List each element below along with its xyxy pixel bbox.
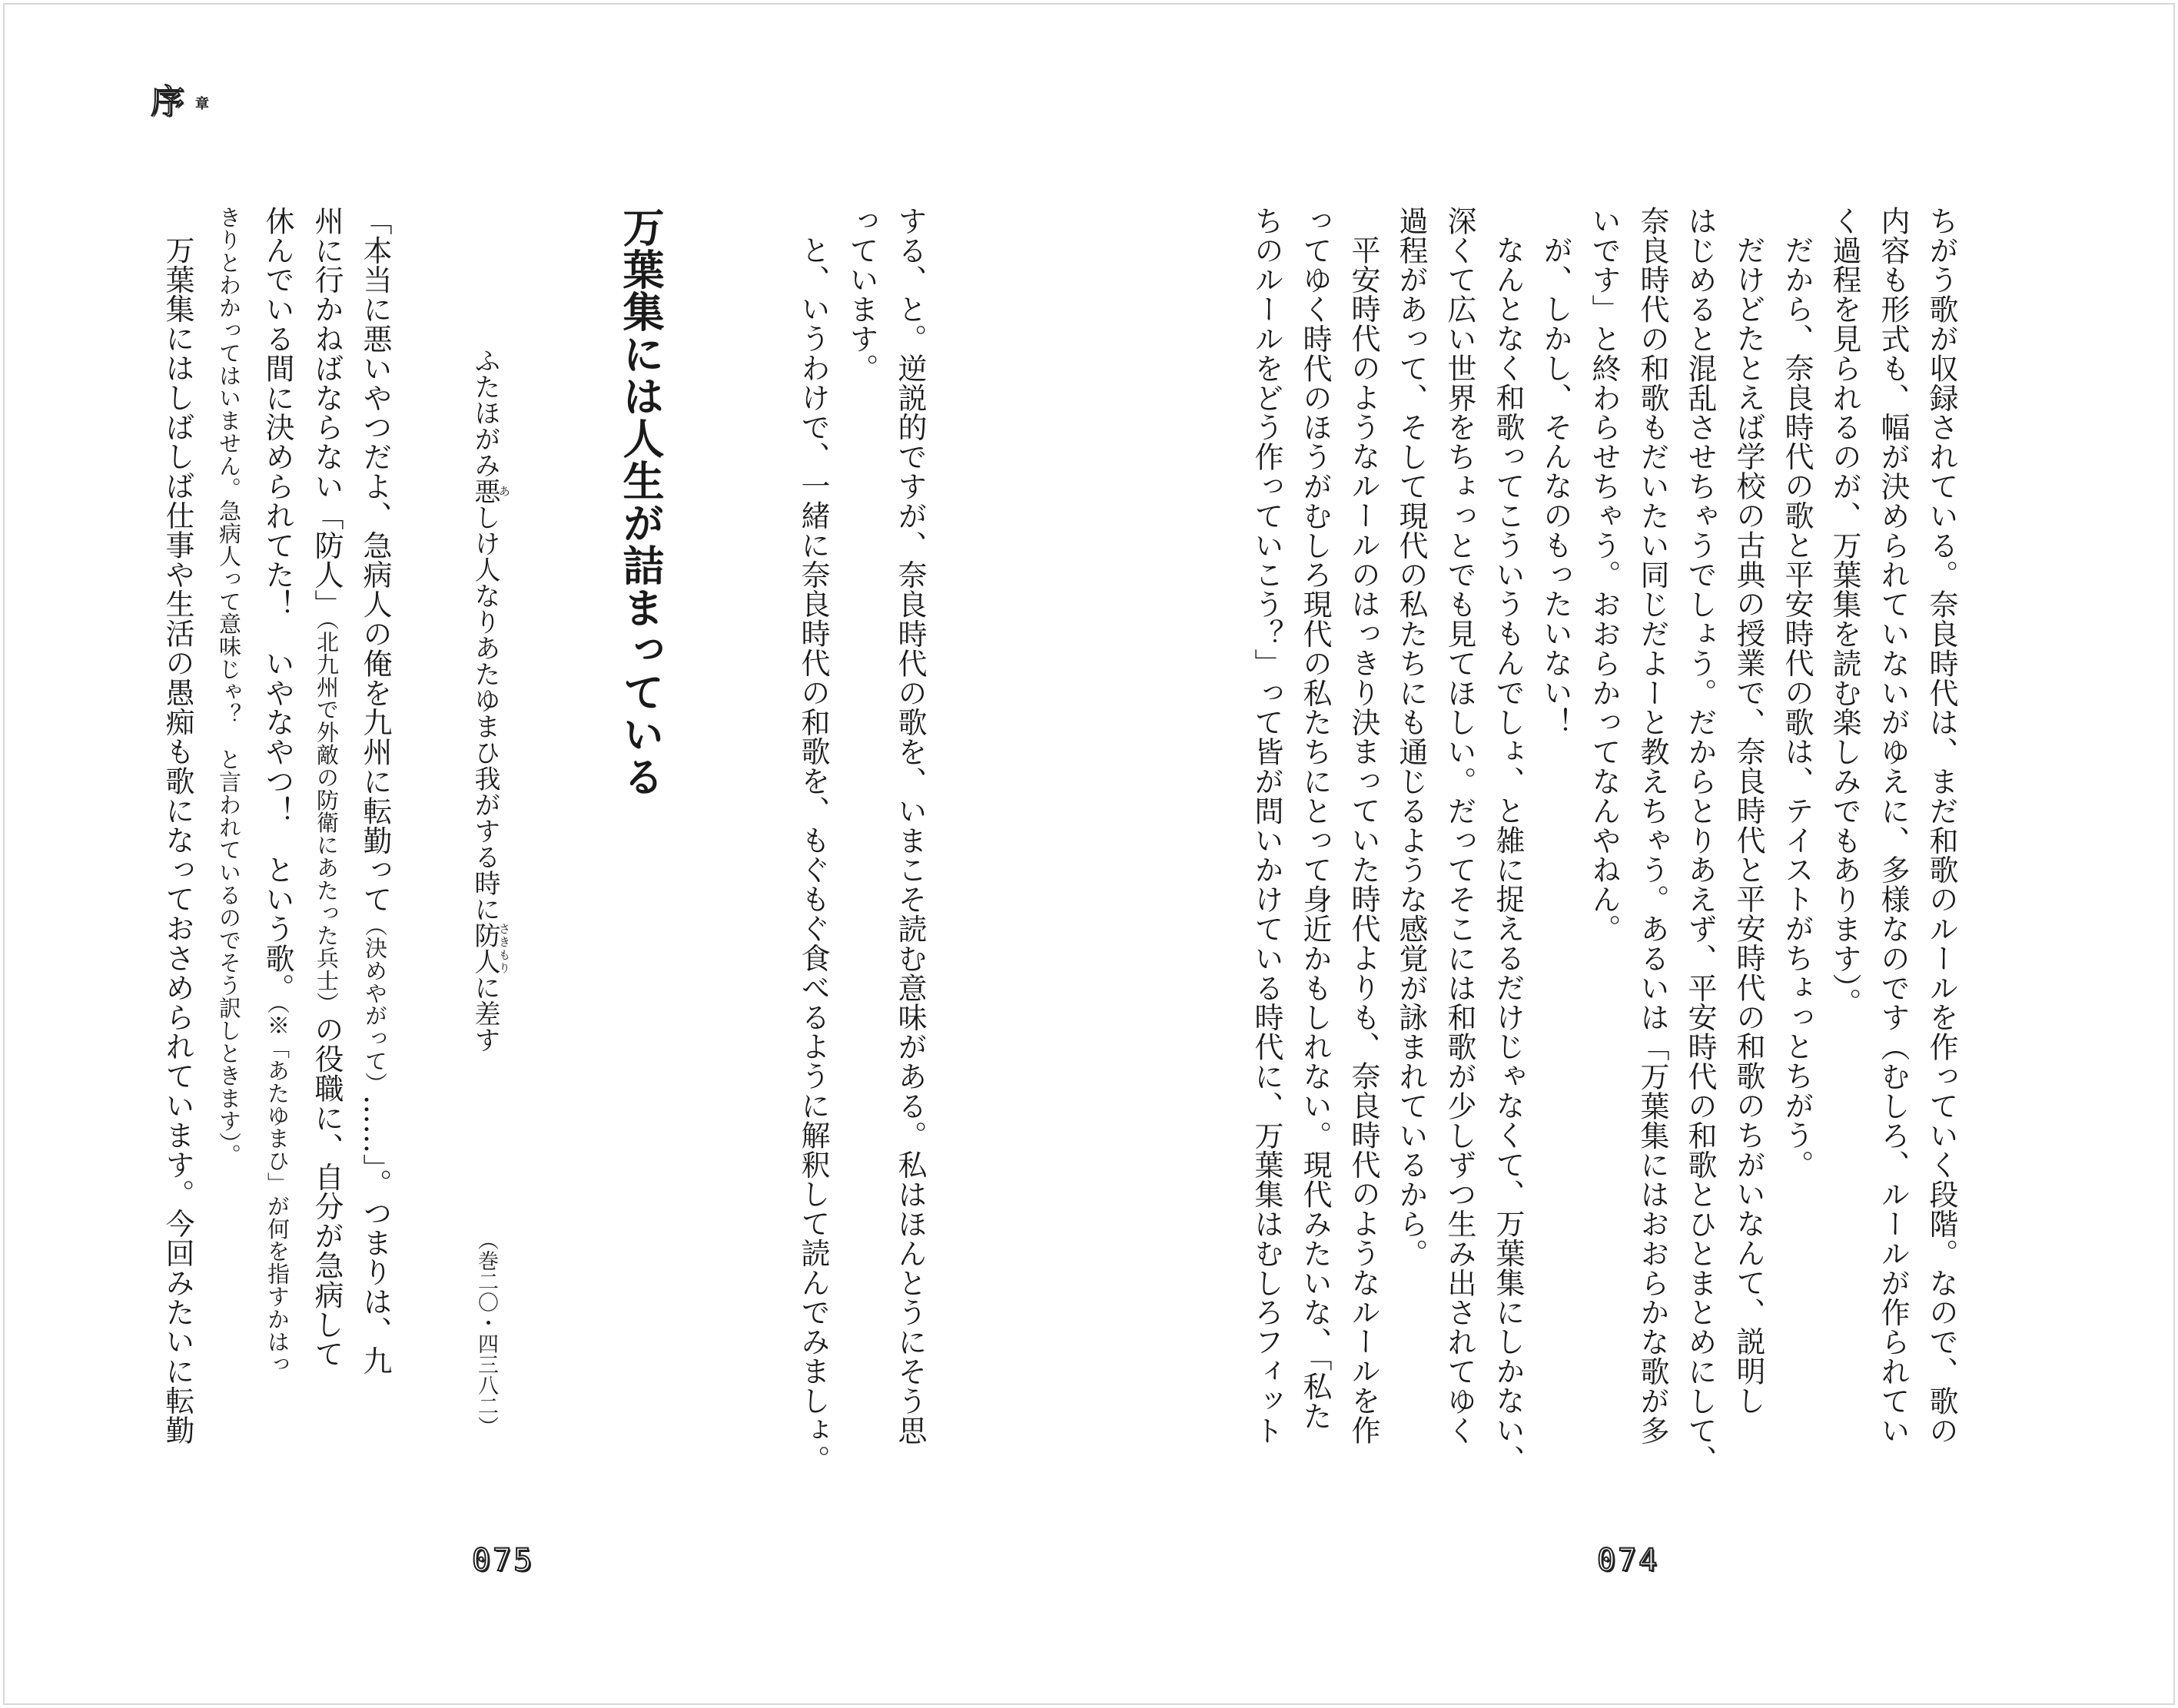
text-column: ちのルールをどう作っていこう？」って皆が問いかけている時代に、万葉集はむしろフィット [1250, 206, 1283, 1445]
ruby-reading: あ [497, 478, 511, 504]
text-column: はじめると混乱させちゃうでしょう。だからとりあえず、平安時代の和歌とひとまとめにして、 [1683, 206, 1717, 1475]
poem-ruby [470, 922, 511, 974]
text-column: く過程を見られるのが、万葉集を読む楽しみでもあります）。 [1828, 206, 1861, 1018]
page-number: 075 [472, 1543, 535, 1578]
poem-ruby [470, 478, 511, 504]
text: 万葉集にはしばしば仕事や生活の愚痴も歌になっておさめられています。今回みたいに転勤 [161, 235, 194, 1445]
text-column: する、と。逆説的ですが、奈良時代の歌を、いまこそ読む意味がある。私はほんとうにそう思 [893, 206, 927, 1445]
section-heading: 万葉集には人生が詰まっている [616, 206, 665, 798]
poem-text: に差す [470, 974, 500, 1053]
text-column: ちがう歌が収録されている。奈良時代は、まだ和歌のルールを作っていく段階。なので、歌の [1924, 206, 1958, 1445]
text-column [209, 206, 249, 1458]
text-column: と、いうわけで、一緒に奈良時代の和歌を、もぐもぐ食べるように解釈して読んでみましょ。 [796, 235, 830, 1474]
text-column: だけどたとえば学校の古典の授業で、奈良時代と平安時代の和歌のちがいなんて、説明し [1731, 235, 1765, 1415]
text-column: 奈良時代の和歌もだいたい同じだよーと教えちゃう。あるいは「万葉集にはおおらかな歌が多 [1635, 206, 1669, 1445]
text-column: 内容も形式も、幅が決められていないがゆえに、多様なのです（むしろ、ルールが作られてい [1876, 206, 1910, 1445]
aside-text: きりとわかってはいません。急病人って意味じゃ？ と言われているのでそう訳しときます）。 [216, 206, 242, 1166]
poem [464, 347, 510, 1085]
ruby-reading: さきもり [497, 922, 511, 974]
text: の役職に、自分が急病して [310, 1014, 344, 1369]
aside-text: （※「あたゆまひ」が何を指すかはっ [264, 1002, 291, 1376]
text-column [257, 206, 297, 1458]
chapter-title-small: 章 [195, 96, 209, 112]
aside-text: （北九州で外敵の防衛にあたった兵士） [314, 619, 340, 1015]
text-column: だから、奈良時代の歌と平安時代の歌は、テイストがちょっとちがう。 [1780, 235, 1814, 1179]
aside-text: （決めやがって） [362, 914, 388, 1095]
text-column [355, 206, 395, 1458]
text-column: いです」と終わらせちゃう。おおらかってなんやねん。 [1587, 206, 1621, 944]
poem-text: ふたほがみ [470, 347, 500, 478]
chapter-label [151, 74, 209, 123]
text-column: ってゆく時代のほうがむしろ現代の私たちにとって身近かもしれない。現代みたいな、「私た [1298, 206, 1332, 1431]
text-column: なんとなく和歌ってこういうもんでしょ、と雑に捉えるだけじゃなくて、万葉集にしかない、 [1491, 235, 1525, 1474]
text-column [307, 206, 347, 1458]
ruby-base: 防人 [470, 922, 500, 974]
chapter-title-big: 序 [151, 82, 184, 121]
ruby-base: 悪 [470, 478, 500, 504]
text-column: 過程があって、そして現代の私たちにも通じるような感覚が詠まれているから。 [1394, 206, 1428, 1269]
text: 州に行かねばならない「防人」 [310, 206, 344, 619]
text: 「本当に悪いやつだよ、急病人の俺を九州に転勤って [358, 206, 392, 914]
text-column: 平安時代のようなルールのはっきり決まっていた時代よりも、奈良時代のようなルールを作 [1346, 235, 1380, 1445]
poem-citation: （巻二〇・四三八二） [474, 1229, 498, 1437]
text-column: っています。 [845, 206, 878, 383]
text-column: が、しかし、そんなのもったいない！ [1539, 235, 1572, 737]
text-column: 深くて広い世界をちょっとでも見てほしい。だってそこには和歌が少しずつ生み出されてゆく [1443, 206, 1476, 1445]
poem-text: しけ人なりあたゆまひ我がする時に [470, 504, 500, 922]
page-number: 074 [1597, 1543, 1660, 1578]
text: ……」。つまりは、九 [358, 1094, 392, 1375]
text-column [158, 206, 198, 1487]
text: 休んでいる間に決められてた！ いやなやつ！ という歌。 [261, 206, 294, 1003]
